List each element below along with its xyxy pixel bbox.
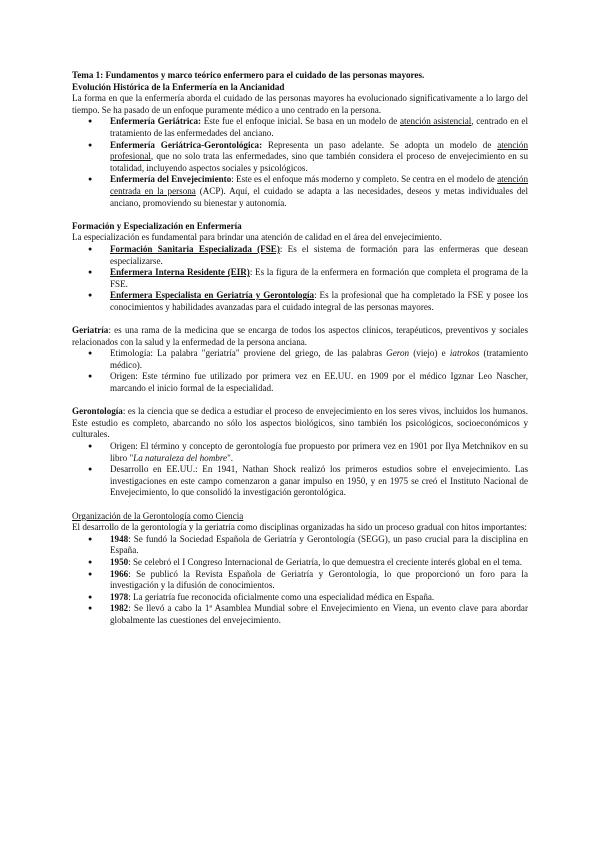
section-formacion [72,221,528,314]
list-item: ● Enfermera Interna Residente (EIR): Es la figura de la enfermera en formación que completa el programa de la FSE. [110,267,528,290]
list-item: ● Formación Sanitaria Especializada (FSE): Es el sistema de formación para las enfermeras que desean especializarse. [110,244,528,267]
bullet-list [72,441,528,499]
section-gerontologia [72,406,528,499]
paragraph: Geriatría: es una rama de la medicina que se encarga de todos los aspectos clínicos, terapéuticos, preventivos y sociales relacionados con la salud y la enfermedad de la persona anciana. [72,325,528,347]
list-item: ● 1950: Se celebró el I Congreso Internacional de Geriatría, lo que demuestra el creciente interés global en el tema. [110,557,528,569]
paragraph: La forma en que la enfermería aborda el cuidado de las personas mayores ha evolucionado significativamente a lo largo del tiempo. Se ha pasado de un enfoque puramente médico a uno centrado en la persona. [72,93,528,115]
list-item: ● 1966: Se publicó la Revista Española de Geriatría y Gerontología, lo que proporcionó un foro para la investigación y la difusión de conocimientos. [110,569,528,592]
list-item: ● 1982: Se llevó a cabo la 1ª Asamblea Mundial sobre el Envejecimiento en Viena, un evento clave para abordar globalmente las cuestiones del envejecimiento. [110,603,528,626]
section-heading: Formación y Especialización en Enfermería [72,220,242,231]
list-item: ● Origen: Este término fue utilizado por primera vez en EE.UU. en 1909 por el médico Igznar Leo Nascher, marcando el inicio formal de la especialidad. [110,371,528,394]
list-item: ● Etimología: La palabra "geriatría" proviene del griego, de las palabras Geron (viejo) e iatrokos (tratamiento médico). [110,348,528,371]
document-title: Tema 1: Fundamentos y marco teórico enfermero para el cuidado de las personas mayores. [72,70,425,80]
list-item: ● Enfermería Geriátrica: Este fue el enfoque inicial. Se basa en un modelo de atención asistencial, centrado en el tratamiento de las enfermedades del anciano. [110,116,528,139]
list-item: ● Enfermera Especialista en Geriatría y Gerontología: Es la profesional que ha completado la FSE y posee los conocimientos y habilidades avanzadas para el cuidado integral de las personas mayores. [110,290,528,313]
section-heading: Evolución Histórica de la Enfermería en la Ancianidad [72,81,285,92]
section-organizacion [72,511,528,627]
list-item: ● 1978: La geriatría fue reconocida oficialmente como una especialidad médica en España. [110,592,528,604]
paragraph: La especialización es fundamental para brindar una atención de calidad en el área del envejecimiento. [72,232,442,243]
list-item: ● Enfermería Geriátrica-Gerontológica: Representa un paso adelante. Se adopta un modelo de atención profesional, que no solo trata las enfermedades, sino que también considera el proceso de envejecimiento en su totalidad, incluyendo aspectos sociales y psicológicos. [110,140,528,175]
list-item: ● Origen: El término y concepto de gerontología fue propuesto por primera vez en 1901 por Ilya Metchnikov en su libro "La naturaleza del hombre". [110,441,528,464]
section-evolucion [72,82,528,210]
paragraph: El desarrollo de la gerontología y la geriatría como disciplinas organizadas ha sido un proceso gradual con hitos importantes: [72,522,527,533]
bullet-list [72,244,528,314]
section-geriatria [72,325,528,395]
section-heading: Organización de la Gerontología como Ciencia [72,510,244,521]
list-item: ● Enfermería del Envejecimiento: Este es el enfoque más moderno y completo. Se centra en el modelo de atención centrada en la persona (ACP). Aquí, el cuidado se adapta a las necesidades, deseos y metas individuales del anciano, promoviendo su bienestar y autonomía. [110,174,528,209]
paragraph: Gerontología: es la ciencia que se dedica a estudiar el proceso de envejecimiento en los seres vivos, incluidos los humanos. Este estudio es completo, abarcando no sólo los aspectos biológicos, sino también los psicológicos, socioeconómicos y culturales. [72,406,528,440]
bullet-list [72,534,528,627]
list-item: ● Desarrollo en EE.UU.: En 1941, Nathan Shock realizó los primeros estudios sobre el envejecimiento. Las investigaciones en este campo comenzaron a ganar impulso en 1950, y en 1975 se creó el Instituto Nacional de Envejecimiento, lo que consolidó la investigación gerontológica. [110,464,528,499]
list-item: ● 1948: Se fundó la Sociedad Española de Geriatría y Gerontología (SEGG), un paso crucial para la disciplina en España. [110,534,528,557]
bullet-list [72,348,528,394]
bullet-list [72,116,528,209]
